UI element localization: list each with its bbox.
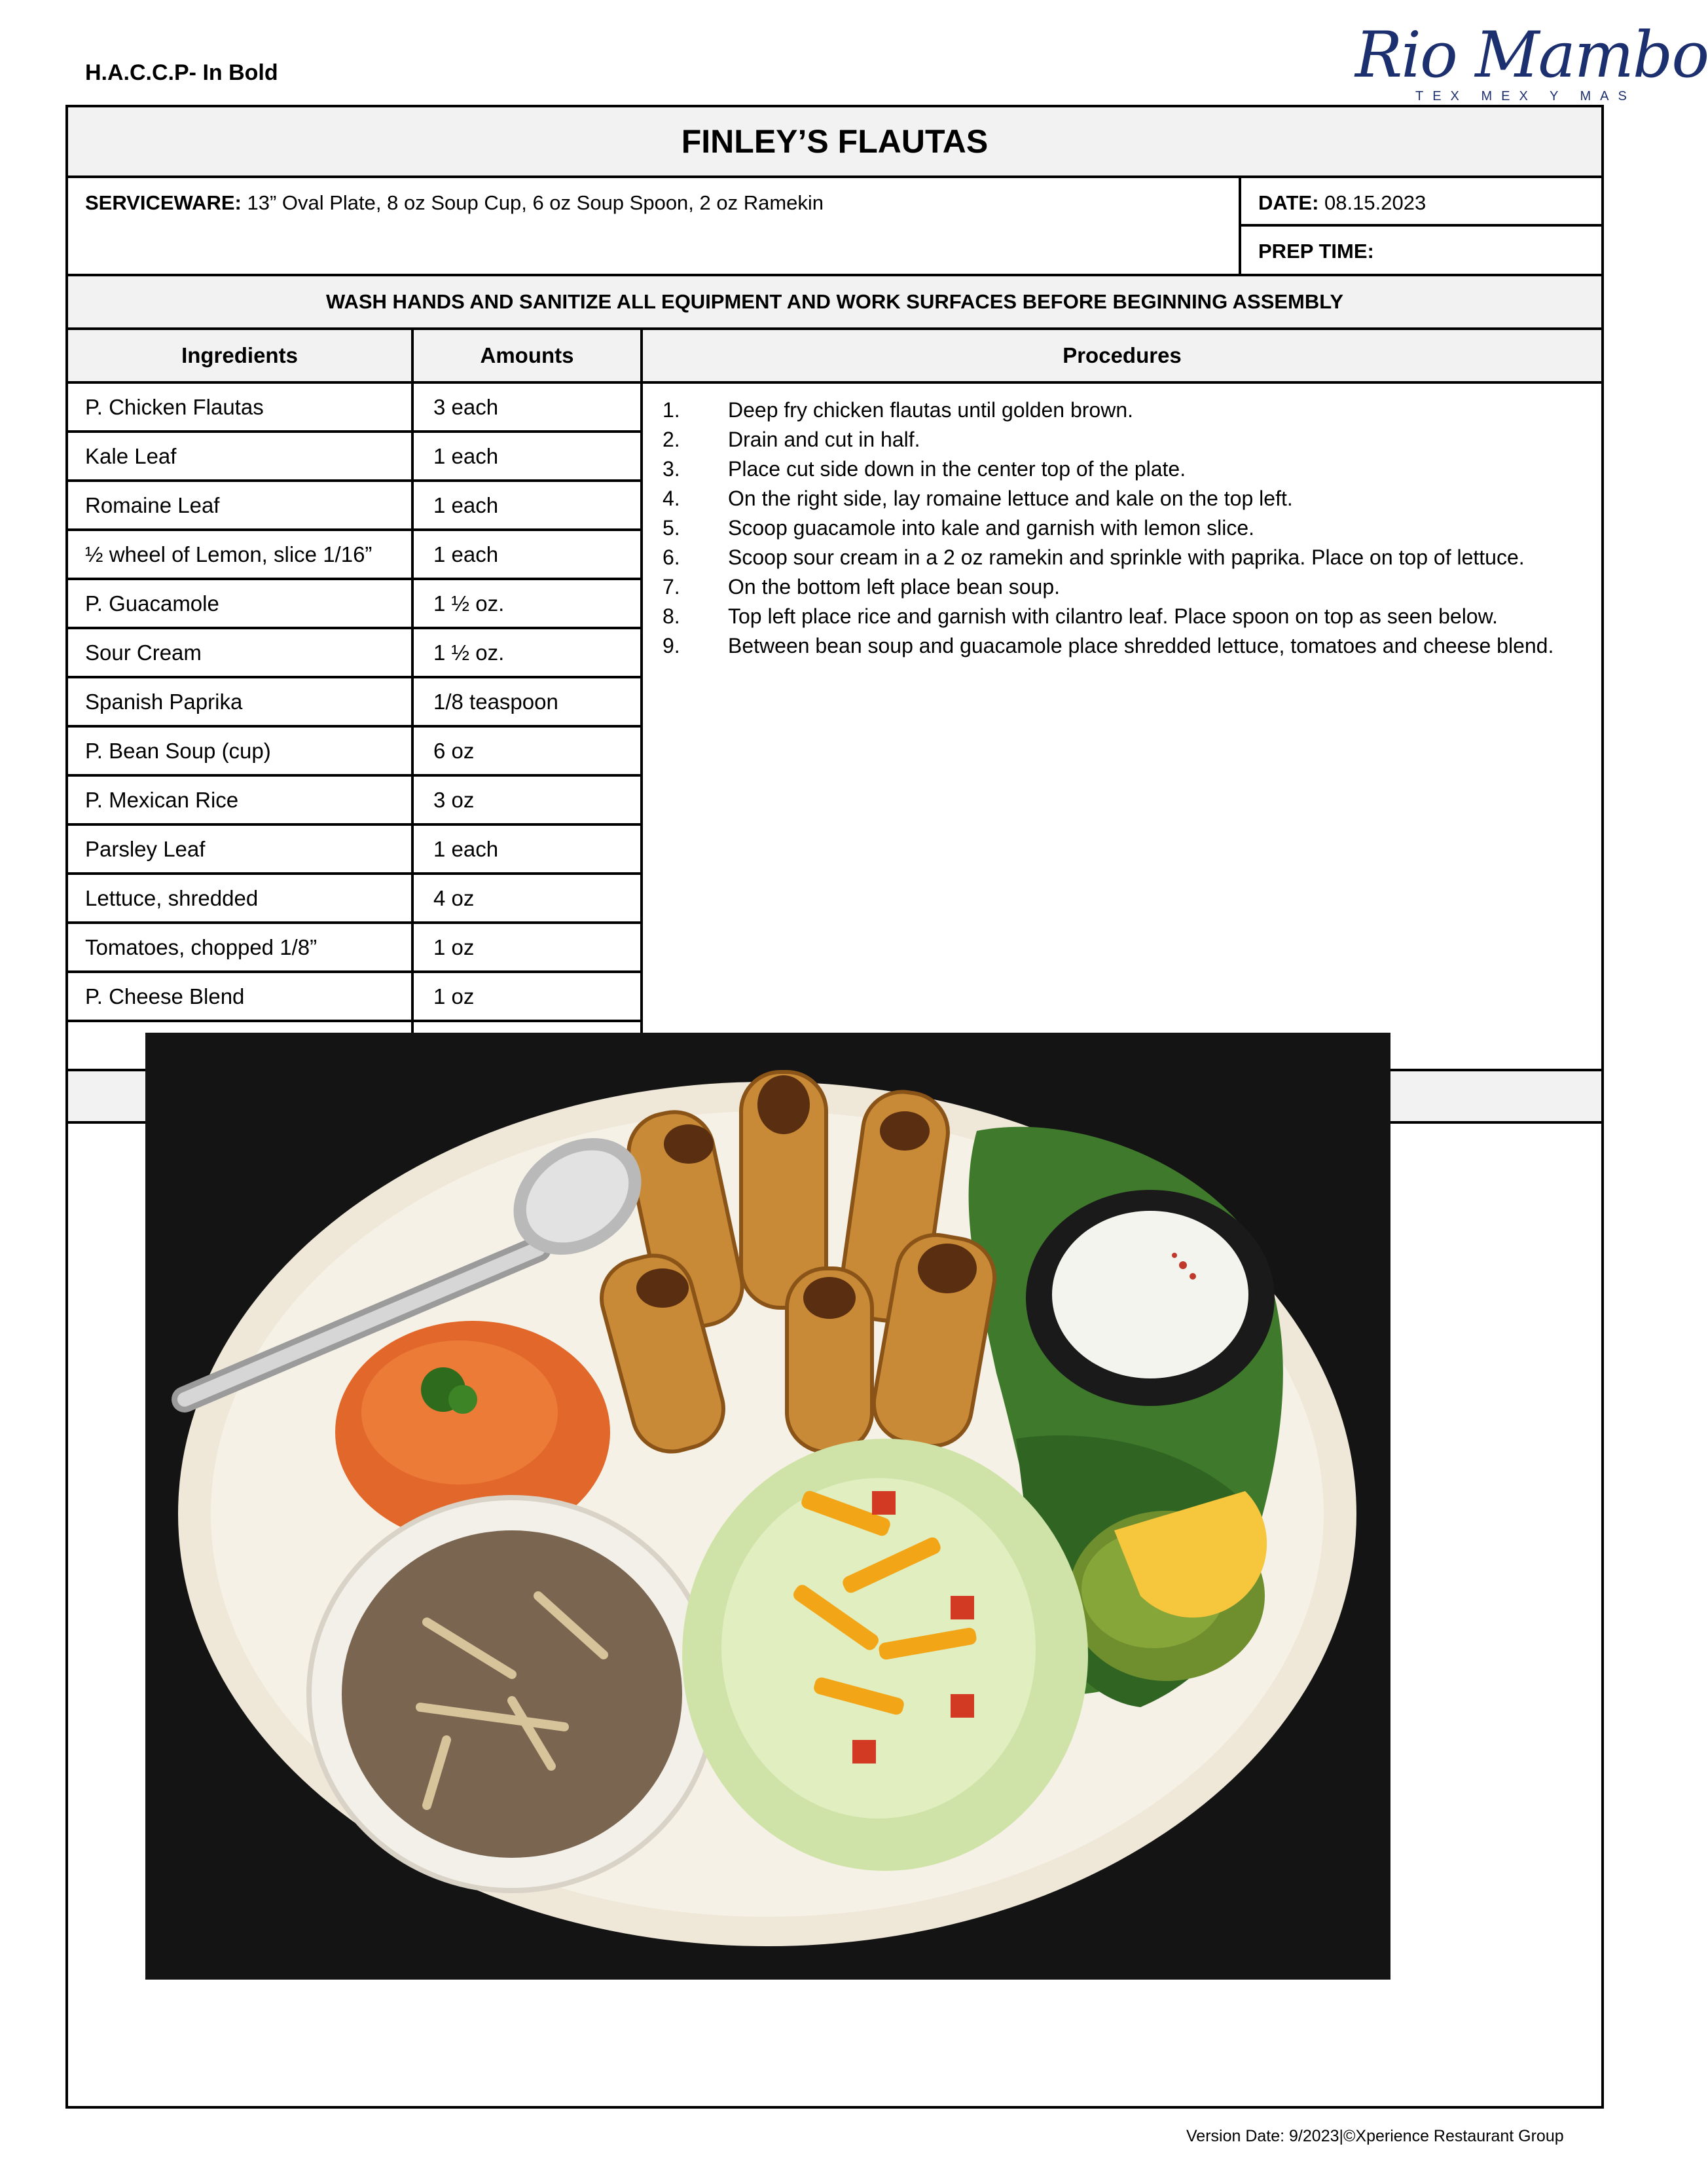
procedure-text: Scoop sour cream in a 2 oz ramekin and sprinkle with paprika. Place on top of lettuce.	[728, 545, 1525, 569]
ingredient-amount: 1 each	[414, 433, 643, 479]
ingredient-name: Parsley Leaf	[68, 826, 414, 872]
procedure-step	[663, 631, 1582, 661]
procedure-text: Top left place rice and garnish with cilantro leaf. Place spoon on top as seen below.	[728, 604, 1498, 628]
ingredient-amount: 1/8 teaspoon	[414, 678, 643, 725]
ingredient-name: P. Bean Soup (cup)	[68, 728, 414, 774]
ingredient-row	[68, 629, 643, 678]
ingredient-row	[68, 433, 643, 482]
ingredient-row	[68, 728, 643, 777]
serviceware-label: SERVICEWARE:	[85, 191, 242, 214]
procedure-step	[663, 454, 1582, 484]
ingredient-amount: 1 ½ oz.	[414, 629, 643, 676]
amounts-header: Amounts	[414, 330, 643, 384]
procedure-text: Deep fry chicken flautas until golden brown.	[728, 398, 1134, 422]
ingredients-header: Ingredients	[68, 330, 414, 384]
ingredient-row	[68, 973, 643, 1022]
ingredient-name: Sour Cream	[68, 629, 414, 676]
ingredient-amount: 4 oz	[414, 875, 643, 921]
ingredient-name: Romaine Leaf	[68, 482, 414, 528]
procedure-text: On the right side, lay romaine lettuce and kale on the top left.	[728, 487, 1293, 510]
procedure-number: 8.	[663, 604, 680, 628]
ingredient-amount: 1 each	[414, 482, 643, 528]
ingredient-row	[68, 580, 643, 629]
procedure-step	[663, 572, 1582, 602]
ingredient-row	[68, 384, 643, 433]
ingredient-name: P. Mexican Rice	[68, 777, 414, 823]
ingredient-name: P. Cheese Blend	[68, 973, 414, 1020]
ingredient-amount: 6 oz	[414, 728, 643, 774]
procedure-number: 5.	[663, 516, 680, 540]
procedure-number: 3.	[663, 457, 680, 481]
ingredient-row	[68, 482, 643, 531]
ingredient-row	[68, 777, 643, 826]
ingredient-row	[68, 875, 643, 924]
plated-dish-photo	[145, 1033, 1390, 1980]
rio-mambo-logo	[1355, 18, 1708, 103]
date-label: DATE:	[1258, 191, 1319, 214]
procedure-number: 1.	[663, 398, 680, 422]
ingredient-name: Lettuce, shredded	[68, 875, 414, 921]
ingredient-row	[68, 531, 643, 580]
version-footer: Version Date: 9/2023|©Xperience Restaurant Group	[1186, 2127, 1564, 2145]
ingredient-name: Kale Leaf	[68, 433, 414, 479]
procedure-number: 6.	[663, 545, 680, 569]
procedure-number: 4.	[663, 487, 680, 510]
ingredient-row	[68, 924, 643, 973]
ingredient-amount: 1 each	[414, 531, 643, 578]
procedure-step	[663, 396, 1582, 425]
procedure-text: Drain and cut in half.	[728, 428, 920, 451]
procedures-header: Procedures	[643, 330, 1601, 384]
ingredient-amount: 1 each	[414, 826, 643, 872]
procedure-step	[663, 425, 1582, 454]
logo-wordmark: Rio Mambo	[1355, 18, 1708, 92]
procedure-number: 7.	[663, 575, 680, 599]
procedure-text: On the bottom left place bean soup.	[728, 575, 1060, 599]
recipe-title: FINLEY’S FLAUTAS	[68, 107, 1601, 178]
procedure-step	[663, 484, 1582, 513]
ingredient-amount: 1 oz	[414, 924, 643, 970]
ingredient-amount: 3 each	[414, 384, 643, 430]
ingredient-name: Tomatoes, chopped 1/8”	[68, 924, 414, 970]
ingredient-name: P. Chicken Flautas	[68, 384, 414, 430]
ingredient-row	[68, 678, 643, 728]
ingredient-amount: 1 ½ oz.	[414, 580, 643, 627]
prep-time-label: PREP TIME:	[1258, 240, 1374, 263]
wash-hands-notice: WASH HANDS AND SANITIZE ALL EQUIPMENT AND WORK SURFACES BEFORE BEGINNING ASSEMBLY	[68, 276, 1601, 330]
haccp-note: H.A.C.C.P- In Bold	[85, 60, 278, 85]
procedures-list	[643, 384, 1601, 1071]
procedure-number: 9.	[663, 634, 680, 657]
logo-tagline: TEX MEX Y MAS	[1415, 89, 1636, 103]
procedure-step	[663, 602, 1582, 631]
procedure-step	[663, 543, 1582, 572]
procedure-text: Place cut side down in the center top of the plate.	[728, 457, 1186, 481]
date-value: 08.15.2023	[1318, 191, 1426, 214]
procedure-number: 2.	[663, 428, 680, 451]
procedure-text: Scoop guacamole into kale and garnish with lemon slice.	[728, 516, 1255, 540]
procedure-text: Between bean soup and guacamole place shredded lettuce, tomatoes and cheese blend.	[728, 634, 1554, 657]
procedure-step	[663, 513, 1582, 543]
ingredient-name: ½ wheel of Lemon, slice 1/16”	[68, 531, 414, 578]
ingredient-name: P. Guacamole	[68, 580, 414, 627]
prep-time-cell	[1241, 227, 1601, 276]
serviceware-value: 13” Oval Plate, 8 oz Soup Cup, 6 oz Soup Spoon, 2 oz Ramekin	[241, 191, 824, 214]
ingredient-amount: 3 oz	[414, 777, 643, 823]
ingredient-amount: 1 oz	[414, 973, 643, 1020]
ingredient-row	[68, 826, 643, 875]
serviceware-cell	[68, 178, 1241, 276]
ingredient-name: Spanish Paprika	[68, 678, 414, 725]
date-cell	[1241, 178, 1601, 227]
